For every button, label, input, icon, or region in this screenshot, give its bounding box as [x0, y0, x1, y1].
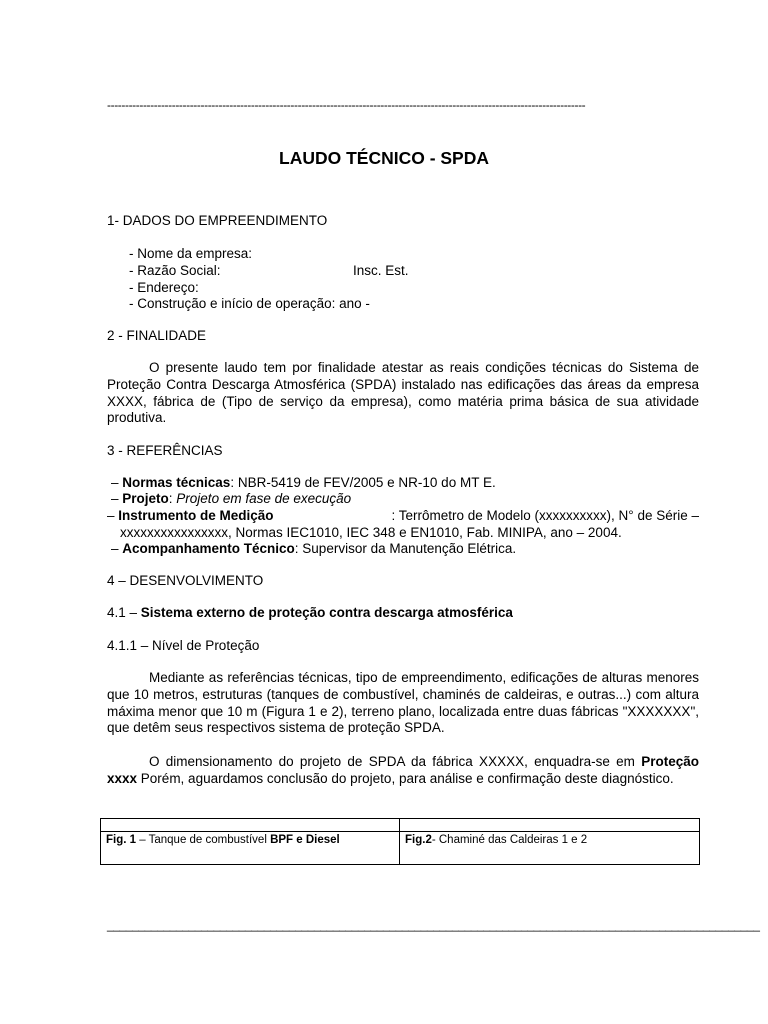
nome-empresa-line: - Nome da empresa:: [129, 246, 253, 261]
section-2-heading: 2 - FINALIDADE: [107, 328, 207, 343]
finalidade-paragraph: O presente laudo tem por finalidade atestar as reais condições técnicas do Sistema de Proteção Contra Descarga Atmosférica (SPDA) instalado nas edificações das áreas da empresa XXXX, fábrica de (Tipo de serviço da empresa), como matéria prima básica de sua atividade produtiva.: [107, 360, 699, 426]
protecao-level: Proteção xxxx: [107, 754, 699, 786]
fig2-caption: [400, 832, 700, 865]
subsection-4-1-1: 4.1.1 – Nível de Proteção: [107, 638, 260, 653]
ref-normas-label: Normas técnicas: [122, 475, 231, 490]
fig2-text: - Chaminé das Caldeiras 1 e 2: [431, 834, 588, 846]
ref-projeto: – Projeto: Projeto em fase de execução: [111, 491, 352, 506]
section-3-heading: 3 - REFERÊNCIAS: [107, 443, 223, 458]
section-1-heading: 1- DADOS DO EMPREENDIMENTO: [107, 213, 328, 228]
ref-acompanhamento: – Acompanhamento Técnico: Supervisor da Manutenção Elétrica.: [111, 541, 517, 556]
ref-acomp-text: : Supervisor da Manutenção Elétrica.: [294, 541, 517, 556]
dimensionamento-text-b: Porém, aguardamos conclusão do projeto, para análise e confirmação deste diagnóstico.: [137, 770, 674, 786]
subsection-4-1-number: 4.1 –: [107, 605, 141, 620]
nivel-protecao-paragraph: Mediante as referências técnicas, tipo de empreendimento, edificações de alturas menores que 10 metros, estruturas (tanques de combustível, chaminés de caldeiras, e outras...) com altura máxima menor que 10 m (Figura 1 e 2), terreno plano, localizada entre duas fábricas "XXXXXXX", que detêm seus respectivos sistema de proteção SPDA.: [107, 670, 699, 736]
footer-rule: ________________________________________________________________________________________________________: [107, 918, 760, 932]
fig1-caption: [101, 832, 400, 865]
ref-instrumento-text: : Terrômetro de Modelo (xxxxxxxxxx), N° de Série –: [391, 508, 699, 523]
fig1-bold: BPF e Diesel: [270, 834, 340, 846]
table-row: [101, 832, 700, 865]
dimensionamento-text-a: O dimensionamento do projeto de SPDA da fábrica XXXXX, enquadra-se em: [149, 754, 635, 769]
endereco-line: - Endereço:: [129, 280, 199, 295]
fig1-label: Fig. 1: [106, 834, 137, 846]
construcao-line: - Construção e início de operação: ano -: [129, 296, 370, 311]
ref-normas-text: : NBR-5419 de FEV/2005 e NR-10 do MT E.: [230, 475, 496, 490]
header-rule: -------------------------------------------------------------------------------------------------------------------------------------: [107, 98, 586, 112]
ref-projeto-text: Projeto em fase de execução: [176, 491, 352, 506]
fig1-text: – Tanque de combustível: [136, 834, 271, 846]
insc-est-label: Insc. Est.: [353, 263, 409, 278]
subsection-4-1-title: Sistema externo de proteção contra descarga atmosférica: [140, 605, 513, 620]
table-row: [101, 819, 700, 832]
figures-table: [100, 818, 700, 865]
ref-acomp-label: Acompanhamento Técnico: [122, 541, 295, 556]
ref-instrumento: – Instrumento de Medição : Terrômetro de Modelo (xxxxxxxxxx), N° de Série –: [107, 508, 699, 523]
ref-instrumento-label: Instrumento de Medição: [118, 508, 274, 523]
fig1-image-cell: [101, 819, 400, 832]
document-title: LAUDO TÉCNICO - SPDA: [279, 148, 489, 168]
section-4-heading: 4 – DESENVOLVIMENTO: [107, 573, 264, 588]
razao-social-line: - Razão Social:: [129, 263, 221, 278]
fig2-image-cell: [400, 819, 700, 832]
dimensionamento-paragraph: [107, 754, 699, 788]
ref-normas: – Normas técnicas: NBR-5419 de FEV/2005 e NR-10 do MT E.: [111, 475, 496, 490]
subsection-4-1: [107, 605, 513, 622]
ref-instrumento-cont: xxxxxxxxxxxxxxxx, Normas IEC1010, IEC 348 e EN1010, Fab. MINIPA, ano – 2004.: [120, 525, 622, 540]
ref-projeto-label: Projeto: [122, 491, 169, 506]
fig2-label: Fig.2: [405, 834, 432, 846]
